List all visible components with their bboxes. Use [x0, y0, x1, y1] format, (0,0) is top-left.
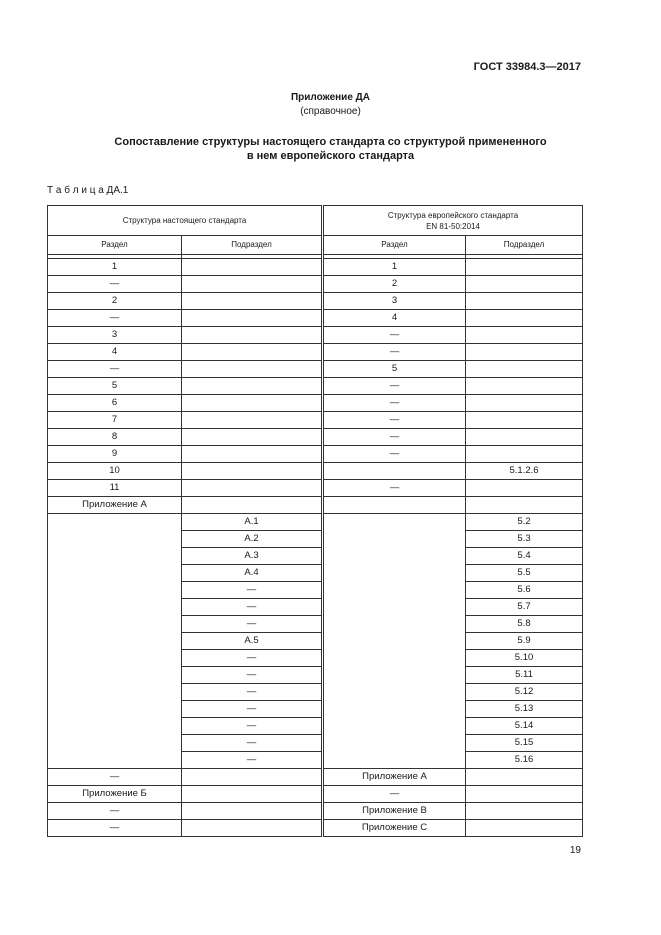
cell-subsection-current	[182, 786, 323, 803]
cell-subsection-current	[182, 463, 323, 480]
cell-section-european: —	[323, 395, 466, 412]
cell-section-current: 6	[48, 395, 182, 412]
cell-section-european: —	[323, 480, 466, 497]
cell-section-current: 5	[48, 378, 182, 395]
cell-subsection-european: 5.2	[466, 514, 583, 531]
main-title-line-2: в нем европейского стандарта	[246, 150, 415, 162]
cell-section-current: 3	[48, 327, 182, 344]
table-row	[48, 718, 583, 735]
col-header-section-current: Раздел	[48, 236, 182, 255]
cell-section-current: 9	[48, 446, 182, 463]
comparison-table	[47, 205, 583, 837]
cell-subsection-european	[466, 361, 583, 378]
cell-section-european: Приложение С	[323, 820, 466, 837]
cell-subsection-european	[466, 259, 583, 276]
table-row	[48, 497, 583, 514]
cell-subsection-european: 5.4	[466, 548, 583, 565]
group-header-current-standard: Структура настоящего стандарта	[48, 206, 323, 236]
cell-subsection-current	[182, 429, 323, 446]
cell-section-current	[48, 633, 182, 650]
table-row	[48, 378, 583, 395]
cell-section-european	[323, 531, 466, 548]
cell-section-current	[48, 599, 182, 616]
cell-subsection-european	[466, 344, 583, 361]
cell-subsection-current	[182, 446, 323, 463]
cell-section-current	[48, 667, 182, 684]
cell-subsection-european: 5.10	[466, 650, 583, 667]
cell-subsection-current	[182, 378, 323, 395]
cell-section-european: 1	[323, 259, 466, 276]
cell-subsection-current: —	[182, 752, 323, 769]
cell-subsection-current	[182, 769, 323, 786]
document-code: ГОСТ 33984.3—2017	[473, 61, 581, 73]
table-row	[48, 752, 583, 769]
cell-section-european: 5	[323, 361, 466, 378]
cell-subsection-european: 5.14	[466, 718, 583, 735]
cell-subsection-european	[466, 412, 583, 429]
table-row	[48, 514, 583, 531]
cell-section-current: —	[48, 310, 182, 327]
cell-subsection-european	[466, 327, 583, 344]
cell-subsection-current: А.5	[182, 633, 323, 650]
cell-section-european: —	[323, 786, 466, 803]
cell-section-european: —	[323, 378, 466, 395]
cell-subsection-current	[182, 310, 323, 327]
cell-subsection-current: —	[182, 735, 323, 752]
cell-section-european	[323, 684, 466, 701]
cell-section-current	[48, 514, 182, 531]
cell-section-current	[48, 718, 182, 735]
table-row	[48, 701, 583, 718]
cell-section-european	[323, 463, 466, 480]
cell-subsection-european	[466, 310, 583, 327]
cell-section-european	[323, 565, 466, 582]
cell-section-european: Приложение В	[323, 803, 466, 820]
cell-subsection-european	[466, 786, 583, 803]
cell-subsection-european: 5.12	[466, 684, 583, 701]
appendix-title: Приложение ДА	[290, 92, 371, 103]
cell-section-european	[323, 650, 466, 667]
cell-subsection-current	[182, 395, 323, 412]
table-row	[48, 667, 583, 684]
cell-section-current	[48, 565, 182, 582]
cell-subsection-european: 5.5	[466, 565, 583, 582]
cell-subsection-current	[182, 361, 323, 378]
cell-subsection-european	[466, 820, 583, 837]
col-header-subsection-current: Подраздел	[182, 236, 323, 255]
table-row	[48, 310, 583, 327]
cell-section-current: 7	[48, 412, 182, 429]
cell-subsection-current: —	[182, 616, 323, 633]
cell-section-current: Приложение А	[48, 497, 182, 514]
cell-section-european	[323, 752, 466, 769]
cell-section-european	[323, 599, 466, 616]
cell-section-current: 4	[48, 344, 182, 361]
cell-section-european	[323, 735, 466, 752]
cell-subsection-european: 5.8	[466, 616, 583, 633]
cell-section-european: 2	[323, 276, 466, 293]
cell-subsection-european	[466, 497, 583, 514]
cell-section-european	[323, 616, 466, 633]
cell-section-european	[323, 582, 466, 599]
table-row	[48, 633, 583, 650]
cell-section-current	[48, 684, 182, 701]
cell-section-current: —	[48, 276, 182, 293]
table-row	[48, 344, 583, 361]
cell-subsection-current	[182, 276, 323, 293]
table-column-header-row	[48, 236, 583, 255]
cell-section-european	[323, 718, 466, 735]
table-row	[48, 548, 583, 565]
cell-subsection-current: —	[182, 684, 323, 701]
cell-section-european	[323, 633, 466, 650]
table-row	[48, 769, 583, 786]
cell-subsection-european: 5.7	[466, 599, 583, 616]
cell-section-current: Приложение Б	[48, 786, 182, 803]
cell-section-current	[48, 531, 182, 548]
cell-section-current	[48, 616, 182, 633]
cell-subsection-european: 5.13	[466, 701, 583, 718]
page-number: 19	[569, 845, 581, 856]
cell-subsection-current	[182, 480, 323, 497]
cell-section-european	[323, 514, 466, 531]
cell-subsection-current	[182, 803, 323, 820]
cell-section-current	[48, 650, 182, 667]
cell-subsection-current: А.3	[182, 548, 323, 565]
table-label: Т а б л и ц а ДА.1	[47, 185, 129, 196]
cell-section-european	[323, 497, 466, 514]
cell-section-current: —	[48, 820, 182, 837]
cell-section-current: —	[48, 361, 182, 378]
cell-section-current: —	[48, 803, 182, 820]
table-row	[48, 735, 583, 752]
cell-subsection-current: —	[182, 650, 323, 667]
cell-subsection-current	[182, 327, 323, 344]
cell-subsection-current: А.2	[182, 531, 323, 548]
table-row	[48, 650, 583, 667]
cell-section-european	[323, 667, 466, 684]
cell-subsection-european: 5.16	[466, 752, 583, 769]
cell-section-european: —	[323, 429, 466, 446]
cell-subsection-european	[466, 480, 583, 497]
cell-subsection-european	[466, 803, 583, 820]
table-row	[48, 616, 583, 633]
table-row	[48, 412, 583, 429]
table-row	[48, 429, 583, 446]
main-title-line-1: Сопоставление структуры настоящего стандарта со структурой примененного	[114, 136, 547, 148]
cell-subsection-current	[182, 497, 323, 514]
cell-section-european: —	[323, 446, 466, 463]
cell-section-current: 1	[48, 259, 182, 276]
table-row	[48, 565, 583, 582]
cell-section-european: —	[323, 327, 466, 344]
cell-subsection-current	[182, 293, 323, 310]
cell-section-european: 3	[323, 293, 466, 310]
table-row	[48, 599, 583, 616]
cell-subsection-european	[466, 429, 583, 446]
cell-section-current	[48, 582, 182, 599]
cell-subsection-current: —	[182, 667, 323, 684]
table-row	[48, 531, 583, 548]
main-title	[80, 135, 581, 163]
cell-subsection-current: —	[182, 718, 323, 735]
group-header-european-standard	[323, 206, 583, 236]
cell-section-current	[48, 735, 182, 752]
cell-subsection-current	[182, 259, 323, 276]
cell-section-current: 8	[48, 429, 182, 446]
cell-subsection-european: 5.1.2.6	[466, 463, 583, 480]
cell-subsection-european: 5.6	[466, 582, 583, 599]
cell-section-european: —	[323, 344, 466, 361]
cell-section-current: —	[48, 769, 182, 786]
table-row	[48, 684, 583, 701]
cell-subsection-european	[466, 395, 583, 412]
col-header-subsection-european: Подраздел	[466, 236, 583, 255]
table-group-header-row	[48, 206, 583, 236]
cell-section-current: 11	[48, 480, 182, 497]
cell-section-current	[48, 752, 182, 769]
table-row	[48, 582, 583, 599]
table-row	[48, 463, 583, 480]
table-row	[48, 446, 583, 463]
cell-subsection-european	[466, 293, 583, 310]
cell-section-current	[48, 548, 182, 565]
col-header-section-european: Раздел	[323, 236, 466, 255]
cell-subsection-european	[466, 769, 583, 786]
cell-subsection-current: —	[182, 701, 323, 718]
cell-subsection-current: А.1	[182, 514, 323, 531]
table-row	[48, 361, 583, 378]
table-body	[48, 259, 583, 837]
table-row	[48, 327, 583, 344]
cell-section-european	[323, 548, 466, 565]
table-row	[48, 820, 583, 837]
cell-subsection-european: 5.9	[466, 633, 583, 650]
cell-subsection-current: А.4	[182, 565, 323, 582]
table-row	[48, 786, 583, 803]
table-row	[48, 293, 583, 310]
group-header-european-line-1: Структура европейского стандарта	[387, 210, 519, 220]
cell-subsection-european	[466, 276, 583, 293]
table-row	[48, 395, 583, 412]
cell-subsection-european: 5.15	[466, 735, 583, 752]
cell-subsection-current	[182, 344, 323, 361]
group-header-european-line-2: EN 81-50:2014	[426, 221, 480, 231]
cell-section-current: 2	[48, 293, 182, 310]
cell-section-european: 4	[323, 310, 466, 327]
cell-section-european	[323, 701, 466, 718]
table-row	[48, 259, 583, 276]
cell-subsection-european	[466, 378, 583, 395]
cell-subsection-european: 5.3	[466, 531, 583, 548]
cell-section-current	[48, 701, 182, 718]
cell-subsection-current: —	[182, 582, 323, 599]
appendix-subtitle: (справочное)	[300, 106, 361, 117]
cell-subsection-current	[182, 820, 323, 837]
cell-subsection-european: 5.11	[466, 667, 583, 684]
cell-subsection-current: —	[182, 599, 323, 616]
table-row	[48, 803, 583, 820]
table-row	[48, 276, 583, 293]
cell-subsection-european	[466, 446, 583, 463]
table-row	[48, 480, 583, 497]
cell-section-european: —	[323, 412, 466, 429]
cell-subsection-current	[182, 412, 323, 429]
cell-section-european: Приложение А	[323, 769, 466, 786]
cell-section-current: 10	[48, 463, 182, 480]
